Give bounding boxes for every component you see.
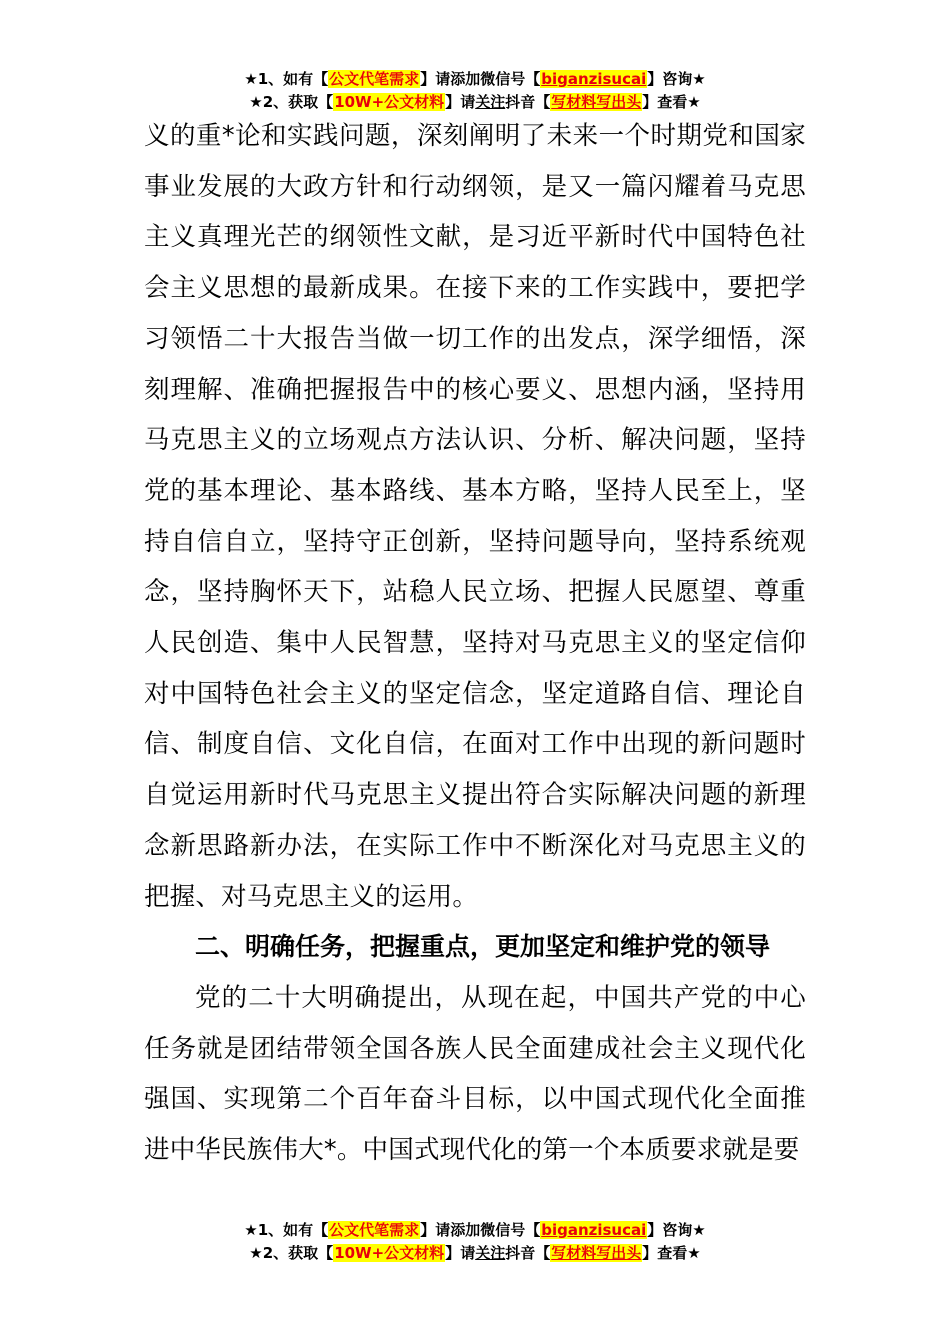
banner-text: 抖音【 — [505, 1244, 551, 1262]
body-paragraph-1: 义的重*论和实践问题，深刻阐明了未来一个时期党和国家事业发展的大政方针和行动纲领，是又一篇闪耀着马克思主义真理光芒的纲领性文献，是习近平新时代中国特色社会主义思想的最新成果。在接下来的工作实践中，要把学习领悟二十大报告当做一切工作的出发点，深学细悟，深刻理解、准确把握报告中的核心要义、思想内涵，坚持用马克思主义的立场观点方法认识、分析、解决问题，坚持党的基本理论、基本路线、基本方略，坚持人民至上，坚持自信自立，坚持守正创新，坚持问题导向，坚持系统观念，坚持胸怀天下，站稳人民立场、把握人民愿望、尊重人民创造、集中人民智慧，坚持对马克思主义的坚定信仰对中国特色社会主义的坚定信念，坚定道路自信、理论自信、制度自信、文化自信，在面对工作中出现的新问题时自觉运用新时代马克思主义提出符合实际解决问题的新理念新思路新办法，在实际工作中不断深化对马克思主义的把握、对马克思主义的运用。 — [144, 121, 806, 912]
header-banner — [0, 68, 950, 114]
banner-text: 】请 — [445, 93, 476, 111]
banner-text: 】查看★ — [642, 1244, 701, 1262]
highlight-materials: 10W+公文材料 — [334, 1244, 445, 1262]
footer-banner — [0, 1219, 950, 1265]
body-paragraph-2: 党的二十大明确提出，从现在起，中国共产党的中心任务就是团结带领全国各族人民全面建成社会主义现代化强国、实现第二个百年奋斗目标，以中国式现代化全面推进中华民族伟大*。中国式现代化的第一个本质要求就是要 — [144, 982, 806, 1166]
banner-text: ★2、获取【 — [249, 1244, 334, 1262]
highlight-materials: 10W+公文材料 — [334, 93, 445, 111]
section-heading-2: 二、明确任务，把握重点，更加坚定和维护党的领导 — [195, 932, 771, 962]
banner-text: 抖音【 — [505, 93, 551, 111]
highlight-douyin-account: 写材料写出头 — [551, 1244, 642, 1262]
highlight-ghostwriting: 公文代笔需求 — [329, 1221, 420, 1239]
banner-text: 】咨询★ — [647, 70, 706, 88]
highlight-douyin-account: 写材料写出头 — [551, 93, 642, 111]
highlight-ghostwriting: 公文代笔需求 — [329, 70, 420, 88]
banner-line-1 — [0, 1219, 950, 1242]
banner-text: 】咨询★ — [647, 1221, 706, 1239]
banner-line-1 — [0, 68, 950, 91]
document-body — [144, 111, 806, 1176]
banner-text: 】请添加微信号【 — [420, 70, 541, 88]
highlight-wechat-id: biganzisucai — [541, 70, 647, 88]
banner-text: 】请 — [445, 1244, 476, 1262]
banner-text: ★1、如有【 — [244, 1221, 329, 1239]
banner-text: ★1、如有【 — [244, 70, 329, 88]
banner-text: 】请添加微信号【 — [420, 1221, 541, 1239]
banner-line-2 — [0, 1242, 950, 1265]
banner-text: ★2、获取【 — [249, 93, 334, 111]
underlined-follow: 关注 — [475, 1244, 506, 1262]
highlight-wechat-id: biganzisucai — [541, 1221, 647, 1239]
banner-text: 】查看★ — [642, 93, 701, 111]
underlined-follow: 关注 — [475, 93, 506, 111]
